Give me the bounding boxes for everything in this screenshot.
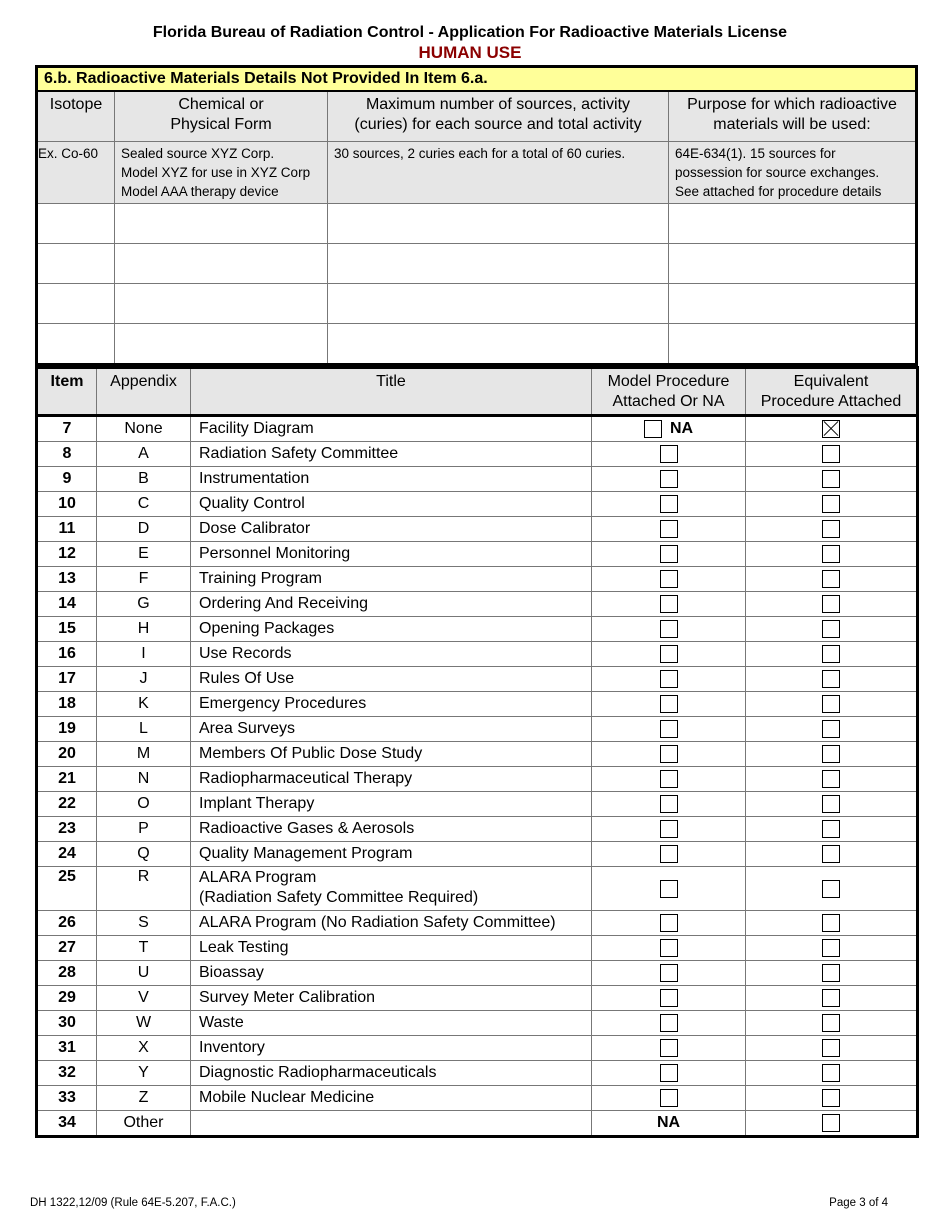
model-procedure-checkbox[interactable]	[660, 820, 678, 838]
form-subtitle: HUMAN USE	[418, 43, 522, 62]
table-row	[37, 1061, 918, 1086]
header-title: Title	[191, 368, 592, 416]
model-procedure-cell	[592, 961, 746, 986]
model-procedure-checkbox[interactable]	[660, 670, 678, 688]
equivalent-procedure-cell	[746, 592, 918, 617]
table-row	[37, 986, 918, 1011]
materials-details-table	[35, 65, 918, 366]
isotope-field[interactable]	[37, 244, 115, 284]
isotope-field[interactable]	[37, 204, 115, 244]
equivalent-procedure-cell	[746, 567, 918, 592]
col-purpose: Purpose for which radioactive materials will be used:	[669, 91, 917, 142]
appendix-letter: L	[97, 717, 191, 742]
isotope-field[interactable]	[37, 284, 115, 324]
equivalent-procedure-cell	[746, 1011, 918, 1036]
model-procedure-checkbox[interactable]	[660, 1064, 678, 1082]
example-activity: 30 sources, 2 curies each for a total of 60 curies.	[328, 142, 669, 204]
equivalent-procedure-checkbox[interactable]	[822, 939, 840, 957]
equivalent-procedure-checkbox[interactable]	[822, 1039, 840, 1057]
appendix-letter: U	[97, 961, 191, 986]
activity-field[interactable]	[328, 324, 669, 365]
model-procedure-cell	[592, 936, 746, 961]
header-model-procedure: Model Procedure Attached Or NA	[592, 368, 746, 416]
entry-row[interactable]	[37, 284, 917, 324]
header-item: Item	[37, 368, 97, 416]
model-procedure-cell	[592, 542, 746, 567]
equivalent-procedure-checkbox[interactable]	[822, 695, 840, 713]
equivalent-procedure-checkbox[interactable]	[822, 1089, 840, 1107]
form-field[interactable]	[115, 204, 328, 244]
form-field[interactable]	[115, 284, 328, 324]
model-procedure-cell	[592, 867, 746, 911]
model-procedure-checkbox[interactable]	[660, 914, 678, 932]
table-row	[37, 592, 918, 617]
table-row	[37, 692, 918, 717]
equivalent-procedure-cell	[746, 817, 918, 842]
model-procedure-checkbox[interactable]	[660, 1089, 678, 1107]
table-row	[37, 792, 918, 817]
equivalent-procedure-checkbox[interactable]	[822, 820, 840, 838]
item-number: 29	[37, 986, 97, 1011]
example-row	[37, 142, 917, 204]
table-row	[37, 642, 918, 667]
table-row	[37, 842, 918, 867]
equivalent-procedure-checkbox[interactable]	[822, 645, 840, 663]
model-procedure-cell	[592, 986, 746, 1011]
model-procedure-cell	[592, 1036, 746, 1061]
equivalent-procedure-checkbox[interactable]	[822, 520, 840, 538]
procedure-title: Bioassay	[191, 961, 592, 986]
model-procedure-checkbox[interactable]	[660, 520, 678, 538]
item-number: 32	[37, 1061, 97, 1086]
table-row	[37, 667, 918, 692]
model-procedure-checkbox[interactable]	[660, 645, 678, 663]
appendix-letter: E	[97, 542, 191, 567]
item-number: 23	[37, 817, 97, 842]
col-isotope: Isotope	[37, 91, 115, 142]
procedure-title: Inventory	[191, 1036, 592, 1061]
equivalent-procedure-cell	[746, 717, 918, 742]
equivalent-procedure-checkbox[interactable]	[822, 620, 840, 638]
equivalent-procedure-cell	[746, 1036, 918, 1061]
equivalent-procedure-cell	[746, 911, 918, 936]
appendix-letter: J	[97, 667, 191, 692]
equivalent-procedure-checkbox[interactable]	[822, 595, 840, 613]
model-procedure-cell	[592, 717, 746, 742]
table-row	[37, 817, 918, 842]
appendix-letter: P	[97, 817, 191, 842]
procedure-title	[191, 867, 592, 911]
item-number: 22	[37, 792, 97, 817]
model-procedure-cell	[592, 692, 746, 717]
section-6b-heading: 6.b. Radioactive Materials Details Not Provided In Item 6.a.	[37, 67, 917, 92]
item-number: 31	[37, 1036, 97, 1061]
model-procedure-checkbox[interactable]	[660, 989, 678, 1007]
procedure-title: Ordering And Receiving	[191, 592, 592, 617]
equivalent-procedure-cell	[746, 642, 918, 667]
table-row	[37, 542, 918, 567]
model-procedure-cell	[592, 592, 746, 617]
activity-field[interactable]	[328, 204, 669, 244]
table-row	[37, 1011, 918, 1036]
procedure-title: Leak Testing	[191, 936, 592, 961]
model-procedure-cell	[592, 642, 746, 667]
entry-row[interactable]	[37, 204, 917, 244]
equivalent-procedure-cell	[746, 867, 918, 911]
model-procedure-checkbox[interactable]	[660, 1014, 678, 1032]
form-title: Florida Bureau of Radiation Control - Application For Radioactive Materials License	[152, 24, 788, 41]
item-number: 13	[37, 567, 97, 592]
model-procedure-cell	[592, 767, 746, 792]
procedure-title: Waste	[191, 1011, 592, 1036]
model-procedure-cell	[592, 567, 746, 592]
model-procedure-cell	[592, 842, 746, 867]
item-number: 20	[37, 742, 97, 767]
model-procedure-checkbox[interactable]	[644, 420, 662, 438]
item-number: 24	[37, 842, 97, 867]
appendix-letter: S	[97, 911, 191, 936]
form-field[interactable]	[115, 324, 328, 365]
appendix-letter: W	[97, 1011, 191, 1036]
model-procedure-cell	[592, 492, 746, 517]
example-isotope: Ex. Co-60	[37, 142, 115, 204]
appendix-table	[35, 366, 919, 1138]
procedure-title: Implant Therapy	[191, 792, 592, 817]
equivalent-procedure-checkbox[interactable]	[822, 670, 840, 688]
procedure-title: ALARA Program (No Radiation Safety Committee)	[191, 911, 592, 936]
table-row	[37, 717, 918, 742]
procedure-title: Radiopharmaceutical Therapy	[191, 767, 592, 792]
model-procedure-checkbox[interactable]	[660, 470, 678, 488]
header-appendix: Appendix	[97, 368, 191, 416]
model-procedure-checkbox[interactable]	[660, 770, 678, 788]
item-number: 21	[37, 767, 97, 792]
model-procedure-cell	[592, 517, 746, 542]
equivalent-procedure-cell	[746, 542, 918, 567]
equivalent-procedure-checkbox[interactable]	[822, 989, 840, 1007]
appendix-letter: R	[97, 867, 191, 911]
purpose-field[interactable]	[669, 204, 917, 244]
equivalent-procedure-checkbox[interactable]	[822, 845, 840, 863]
appendix-letter: T	[97, 936, 191, 961]
item-number: 14	[37, 592, 97, 617]
item-number: 12	[37, 542, 97, 567]
equivalent-procedure-checkbox[interactable]	[822, 1014, 840, 1032]
equivalent-procedure-cell	[746, 1086, 918, 1111]
equivalent-procedure-checkbox[interactable]	[822, 1064, 840, 1082]
equivalent-procedure-cell	[746, 517, 918, 542]
equivalent-procedure-cell	[746, 667, 918, 692]
model-procedure-cell	[592, 1061, 746, 1086]
item-number: 30	[37, 1011, 97, 1036]
col-physical-form: Chemical or Physical Form	[115, 91, 328, 142]
procedure-title: Personnel Monitoring	[191, 542, 592, 567]
equivalent-procedure-checkbox[interactable]	[822, 880, 840, 898]
appendix-letter: X	[97, 1036, 191, 1061]
equivalent-procedure-checkbox[interactable]	[822, 964, 840, 982]
model-procedure-cell	[592, 442, 746, 467]
equivalent-procedure-cell	[746, 936, 918, 961]
table-row	[37, 961, 918, 986]
equivalent-procedure-cell	[746, 742, 918, 767]
equivalent-procedure-cell	[746, 692, 918, 717]
table-row	[37, 617, 918, 642]
equivalent-procedure-checkbox[interactable]	[822, 720, 840, 738]
entry-row[interactable]	[37, 324, 917, 365]
equivalent-procedure-cell	[746, 986, 918, 1011]
appendix-letter: Y	[97, 1061, 191, 1086]
equivalent-procedure-cell	[746, 416, 918, 442]
model-procedure-cell	[592, 1011, 746, 1036]
model-procedure-cell	[592, 1086, 746, 1111]
model-procedure-cell	[592, 742, 746, 767]
equivalent-procedure-checkbox[interactable]	[822, 470, 840, 488]
procedure-title: Instrumentation	[191, 467, 592, 492]
procedure-title	[191, 1111, 592, 1137]
procedure-title: Dose Calibrator	[191, 517, 592, 542]
appendix-letter: Z	[97, 1086, 191, 1111]
equivalent-procedure-cell	[746, 442, 918, 467]
appendix-letter: None	[97, 416, 191, 442]
procedure-title: Members Of Public Dose Study	[191, 742, 592, 767]
item-number: 16	[37, 642, 97, 667]
model-procedure-checkbox[interactable]	[660, 570, 678, 588]
appendix-letter: N	[97, 767, 191, 792]
item-number: 7	[37, 416, 97, 442]
equivalent-procedure-cell	[746, 1061, 918, 1086]
equivalent-procedure-checkbox[interactable]	[822, 570, 840, 588]
table-row	[37, 911, 918, 936]
model-procedure-checkbox[interactable]	[660, 880, 678, 898]
equivalent-procedure-cell	[746, 842, 918, 867]
equivalent-procedure-checkbox[interactable]	[822, 770, 840, 788]
entry-row[interactable]	[37, 244, 917, 284]
appendix-letter: V	[97, 986, 191, 1011]
table-row	[37, 467, 918, 492]
table-row	[37, 767, 918, 792]
item-number: 26	[37, 911, 97, 936]
item-number: 33	[37, 1086, 97, 1111]
equivalent-procedure-checkbox[interactable]	[822, 745, 840, 763]
procedure-title: Survey Meter Calibration	[191, 986, 592, 1011]
appendix-letter: A	[97, 442, 191, 467]
purpose-field[interactable]	[669, 244, 917, 284]
appendix-letter: C	[97, 492, 191, 517]
title-line: (Radiation Safety Committee Required)	[199, 889, 479, 906]
equivalent-procedure-cell	[746, 767, 918, 792]
procedure-title: Quality Management Program	[191, 842, 592, 867]
procedure-title: Diagnostic Radiopharmaceuticals	[191, 1061, 592, 1086]
equivalent-procedure-checkbox[interactable]	[822, 445, 840, 463]
page-number: Page 3 of 4	[829, 1197, 888, 1209]
na-label: NA	[669, 419, 694, 437]
model-procedure-cell	[592, 817, 746, 842]
equivalent-procedure-checkbox[interactable]	[822, 545, 840, 563]
table-row	[37, 1086, 918, 1111]
na-label: NA	[656, 1114, 681, 1131]
appendix-letter: H	[97, 617, 191, 642]
item-number: 25	[37, 867, 97, 911]
procedure-title: Radiation Safety Committee	[191, 442, 592, 467]
item-number: 19	[37, 717, 97, 742]
model-procedure-checkbox[interactable]	[660, 495, 678, 513]
equivalent-procedure-cell	[746, 492, 918, 517]
appendix-letter: B	[97, 467, 191, 492]
purpose-field[interactable]	[669, 324, 917, 365]
item-number: 34	[37, 1111, 97, 1137]
item-number: 10	[37, 492, 97, 517]
model-procedure-cell	[592, 416, 746, 442]
appendix-letter: Q	[97, 842, 191, 867]
procedure-title: Facility Diagram	[191, 416, 592, 442]
table-row	[37, 936, 918, 961]
appendix-letter: K	[97, 692, 191, 717]
equivalent-procedure-checkbox[interactable]	[822, 420, 840, 438]
example-form: Sealed source XYZ Corp. Model XYZ for use in XYZ Corp Model AAA therapy device	[115, 142, 328, 204]
model-procedure-checkbox[interactable]	[660, 545, 678, 563]
model-procedure-checkbox[interactable]	[660, 845, 678, 863]
item-number: 11	[37, 517, 97, 542]
table-row	[37, 1111, 918, 1137]
activity-field[interactable]	[328, 284, 669, 324]
appendix-letter: M	[97, 742, 191, 767]
item-number: 9	[37, 467, 97, 492]
procedure-title: Quality Control	[191, 492, 592, 517]
isotope-field[interactable]	[37, 324, 115, 365]
model-procedure-checkbox[interactable]	[660, 939, 678, 957]
table-row	[37, 416, 918, 442]
appendix-letter: I	[97, 642, 191, 667]
procedure-title: Use Records	[191, 642, 592, 667]
equivalent-procedure-cell	[746, 467, 918, 492]
model-procedure-cell	[592, 667, 746, 692]
equivalent-procedure-checkbox[interactable]	[822, 914, 840, 932]
procedure-title: Opening Packages	[191, 617, 592, 642]
equivalent-procedure-checkbox[interactable]	[822, 795, 840, 813]
procedure-title: Area Surveys	[191, 717, 592, 742]
model-procedure-cell	[592, 911, 746, 936]
equivalent-procedure-cell	[746, 961, 918, 986]
table-row	[37, 742, 918, 767]
model-procedure-checkbox[interactable]	[660, 595, 678, 613]
model-procedure-checkbox[interactable]	[660, 445, 678, 463]
procedure-title: Rules Of Use	[191, 667, 592, 692]
procedure-title: Radioactive Gases & Aerosols	[191, 817, 592, 842]
equivalent-procedure-checkbox[interactable]	[822, 1114, 840, 1132]
model-procedure-checkbox[interactable]	[660, 795, 678, 813]
item-number: 15	[37, 617, 97, 642]
model-procedure-checkbox[interactable]	[660, 695, 678, 713]
title-line: ALARA Program	[199, 869, 317, 886]
purpose-field[interactable]	[669, 284, 917, 324]
appendix-letter: G	[97, 592, 191, 617]
equivalent-procedure-cell	[746, 617, 918, 642]
equivalent-procedure-cell	[746, 792, 918, 817]
procedure-title: Training Program	[191, 567, 592, 592]
model-procedure-checkbox[interactable]	[660, 1039, 678, 1057]
form-field[interactable]	[115, 244, 328, 284]
table-row	[37, 442, 918, 467]
procedure-title: Mobile Nuclear Medicine	[191, 1086, 592, 1111]
procedure-title: Emergency Procedures	[191, 692, 592, 717]
equivalent-procedure-cell	[746, 1111, 918, 1137]
equivalent-procedure-checkbox[interactable]	[822, 495, 840, 513]
model-procedure-checkbox[interactable]	[660, 620, 678, 638]
appendix-letter: F	[97, 567, 191, 592]
item-number: 18	[37, 692, 97, 717]
model-procedure-cell	[592, 617, 746, 642]
model-procedure-cell	[592, 1111, 746, 1137]
table-row	[37, 567, 918, 592]
model-procedure-cell	[592, 792, 746, 817]
table-row	[37, 867, 918, 911]
item-number: 28	[37, 961, 97, 986]
model-procedure-checkbox[interactable]	[660, 964, 678, 982]
model-procedure-cell	[592, 467, 746, 492]
item-number: 8	[37, 442, 97, 467]
model-procedure-checkbox[interactable]	[660, 720, 678, 738]
model-procedure-checkbox[interactable]	[660, 745, 678, 763]
col-max-activity: Maximum number of sources, activity (curies) for each source and total activity	[328, 91, 669, 142]
appendix-letter: D	[97, 517, 191, 542]
appendix-letter: Other	[97, 1111, 191, 1137]
appendix-letter: O	[97, 792, 191, 817]
item-number: 17	[37, 667, 97, 692]
table-row	[37, 492, 918, 517]
item-number: 27	[37, 936, 97, 961]
activity-field[interactable]	[328, 244, 669, 284]
table-row	[37, 517, 918, 542]
table-row	[37, 1036, 918, 1061]
example-purpose: 64E-634(1). 15 sources for possession for source exchanges. See attached for procedure details	[669, 142, 917, 204]
header-equivalent-procedure: Equivalent Procedure Attached	[746, 368, 918, 416]
form-id: DH 1322,12/09 (Rule 64E-5.207, F.A.C.)	[30, 1197, 236, 1209]
